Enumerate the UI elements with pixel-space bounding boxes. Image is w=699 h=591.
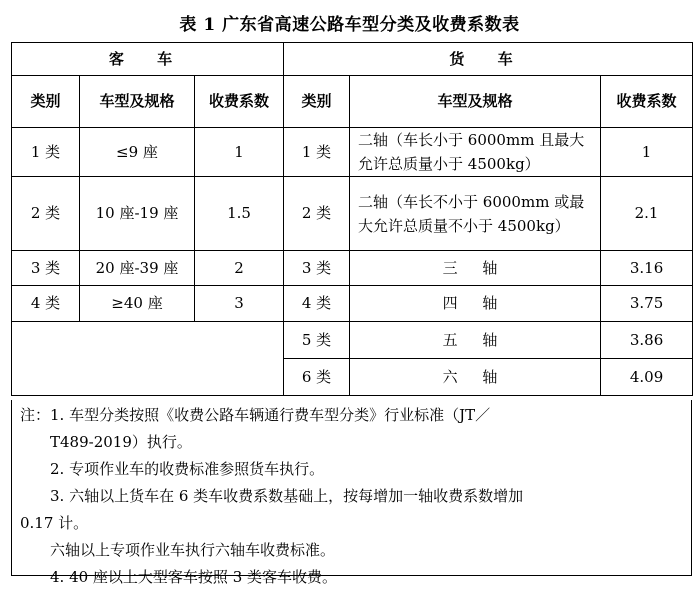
truck-category-cell: 2 类: [284, 177, 350, 251]
truck-coef-cell: 3.16: [601, 251, 693, 286]
table-row: [12, 322, 693, 359]
table-row: [12, 177, 693, 251]
truck-group-header: 货 车: [284, 43, 693, 76]
passenger-coef-cell: 1.5: [195, 177, 284, 251]
truck-spec-header: 车型及规格: [350, 76, 601, 128]
truck-category-cell: 5 类: [284, 322, 350, 359]
truck-spec-cell: 二轴（车长小于 6000mm 且最大允许总质量小于 4500kg）: [350, 128, 601, 177]
passenger-spec-cell: 10 座-19 座: [80, 177, 195, 251]
note-1-line-1: [20, 402, 683, 429]
truck-spec-cell: 六 轴: [350, 359, 601, 396]
truck-category-cell: 3 类: [284, 251, 350, 286]
notes-box: [11, 400, 692, 586]
note-4: 4. 40 座以上大型客车按照 3 类客车收费。: [50, 568, 338, 586]
passenger-spec-header: 车型及规格: [80, 76, 195, 128]
truck-coef-cell: 3.86: [601, 322, 693, 359]
notes-label: 注：: [20, 406, 51, 424]
truck-category-cell: 1 类: [284, 128, 350, 177]
truck-coef-cell: 4.09: [601, 359, 693, 396]
note-2: 2. 专项作业车的收费标准参照货车执行。: [50, 460, 325, 478]
truck-spec-cell: 三 轴: [350, 251, 601, 286]
note-1-text: 1. 车型分类按照《收费公路车辆通行费车型分类》行业标准（JT／: [50, 406, 491, 424]
passenger-group-header: 客 车: [12, 43, 284, 76]
truck-coef-header: 收费系数: [601, 76, 693, 128]
truck-coef-cell: 2.1: [601, 177, 693, 251]
truck-category-header: 类别: [284, 76, 350, 128]
passenger-category-cell: 1 类: [12, 128, 80, 177]
group-header-row: [12, 43, 693, 76]
table-title: 表 1 广东省高速公路车型分类及收费系数表: [179, 15, 520, 35]
passenger-category-cell: 4 类: [12, 286, 80, 322]
truck-spec-cell: 四 轴: [350, 286, 601, 322]
empty-passenger-cell: [12, 322, 284, 396]
column-header-row: [12, 76, 693, 128]
table-row: [12, 251, 693, 286]
passenger-coef-cell: 2: [195, 251, 284, 286]
passenger-category-header: 类别: [12, 76, 80, 128]
table-row: [12, 286, 693, 322]
passenger-coef-cell: 1: [195, 128, 284, 177]
truck-category-cell: 4 类: [284, 286, 350, 322]
truck-spec-cell: 二轴（车长不小于 6000mm 或最大允许总质量不小于 4500kg）: [350, 177, 601, 251]
note-3-line-3: 六轴以上专项作业车执行六轴车收费标准。: [50, 541, 336, 559]
note-1-line-2: T489-2019）执行。: [50, 433, 192, 451]
note-3-line-1: 3. 六轴以上货车在 6 类车收费系数基础上，按每增加一轴收费系数增加: [50, 487, 524, 505]
passenger-category-cell: 2 类: [12, 177, 80, 251]
passenger-spec-cell: 20 座-39 座: [80, 251, 195, 286]
truck-spec-cell: 五 轴: [350, 322, 601, 359]
note-3-line-2: 0.17 计。: [20, 514, 89, 532]
passenger-coef-header: 收费系数: [195, 76, 284, 128]
truck-coef-cell: 1: [601, 128, 693, 177]
passenger-coef-cell: 3: [195, 286, 284, 322]
truck-category-cell: 6 类: [284, 359, 350, 396]
passenger-category-cell: 3 类: [12, 251, 80, 286]
passenger-spec-cell: ≤9 座: [80, 128, 195, 177]
passenger-spec-cell: ≥40 座: [80, 286, 195, 322]
fee-coefficient-table: [11, 42, 693, 396]
table-row: [12, 128, 693, 177]
truck-coef-cell: 3.75: [601, 286, 693, 322]
